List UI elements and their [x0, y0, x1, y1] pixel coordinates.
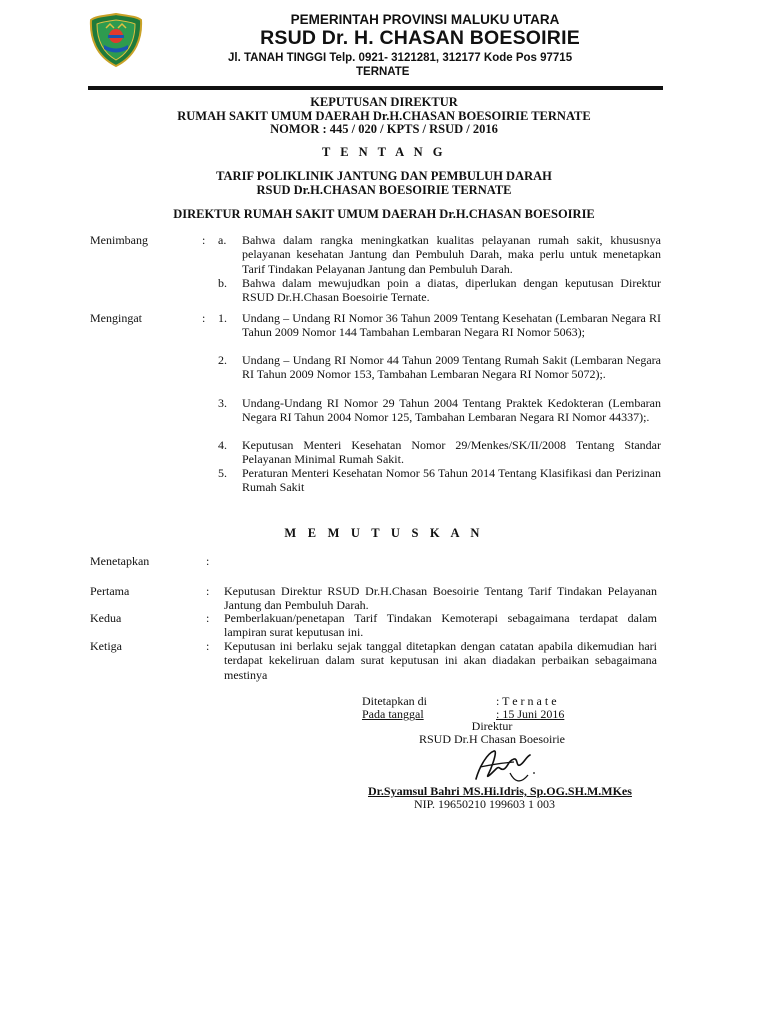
- mengingat-mark-2: 2.: [218, 353, 227, 367]
- mengingat-mark-3: 3.: [218, 396, 227, 410]
- mengingat-mark-1: 1.: [218, 311, 227, 325]
- place-value: : T e r n a t e: [496, 694, 557, 708]
- decree-title-line2: RUMAH SAKIT UMUM DAERAH Dr.H.CHASAN BOESOIRIE TERNATE: [177, 108, 591, 123]
- menimbang-mark-b: b.: [218, 276, 227, 290]
- decree-subject-line2: RSUD Dr.H.CHASAN BOESOIRIE TERNATE: [256, 182, 512, 197]
- signer-name: Dr.Syamsul Bahri MS.Hi.Idris, Sp.OG.SH.M.MKes: [368, 784, 632, 798]
- menetapkan-label: Menetapkan: [90, 554, 150, 568]
- header-city: TERNATE: [356, 66, 410, 78]
- ketiga-colon: :: [206, 639, 210, 653]
- mengingat-text-5: Peraturan Menteri Kesehatan Nomor 56 Tahun 2014 Tentang Klasifikasi dan Perizinan Rumah Sakit: [242, 466, 661, 495]
- header-divider: [88, 86, 663, 90]
- menimbang-colon: :: [202, 233, 206, 247]
- provincial-emblem-icon: [88, 12, 144, 68]
- header-hospital-name: RSUD Dr. H. CHASAN BOESOIRIE: [260, 27, 580, 49]
- pertama-colon: :: [206, 584, 210, 598]
- date-label: Pada tanggal: [362, 707, 424, 721]
- place-label: Ditetapkan di: [362, 694, 427, 708]
- kedua-text: Pemberlakuan/penetapan Tarif Tindakan Kemoterapi sebagaimana terdapat dalam lampiran surat keputusan ini.: [224, 611, 657, 640]
- decree-subject-line1: TARIF POLIKLINIK JANTUNG DAN PEMBULUH DARAH: [216, 169, 552, 183]
- menimbang-mark-a: a.: [218, 233, 227, 247]
- kedua-colon: :: [206, 611, 210, 625]
- signer-nip: NIP. 19650210 199603 1 003: [414, 797, 556, 811]
- date-value: : 15 Juni 2016: [496, 707, 565, 721]
- signer-institution: RSUD Dr.H Chasan Boesoirie: [419, 732, 565, 746]
- header-address: Jl. TANAH TINGGI Telp. 0921- 3121281, 312177 Kode Pos 97715: [228, 52, 573, 64]
- decree-number: NOMOR : 445 / 020 / KPTS / RSUD / 2016: [270, 122, 498, 136]
- mengingat-mark-5: 5.: [218, 466, 227, 480]
- mengingat-text-3: Undang-Undang RI Nomor 29 Tahun 2004 Tentang Praktek Kedokteran (Lembaran Negara RI Tahun 2004 Nomor 125, Tambahan Lembaran Negara RI Nomor 44337);.: [242, 396, 661, 425]
- director-heading: DIREKTUR RUMAH SAKIT UMUM DAERAH Dr.H.CHASAN BOESOIRIE: [173, 207, 595, 221]
- menetapkan-colon: :: [206, 554, 210, 568]
- mengingat-text-2: Undang – Undang RI Nomor 44 Tahun 2009 Tentang Rumah Sakit (Lembaran Negara RI Tahun 2009 Nomor 153, Tambahan Lembaran Negara RI Nomor 5072);.: [242, 353, 661, 382]
- kedua-label: Kedua: [90, 611, 122, 625]
- mengingat-label: Mengingat: [90, 311, 142, 325]
- memutuskan-heading: M E M U T U S K A N: [284, 526, 484, 540]
- signer-title: Direktur: [471, 719, 513, 733]
- decree-subject: [0, 170, 768, 197]
- pertama-text: Keputusan Direktur RSUD Dr.H.Chasan Boesoirie Tentang Tarif Tindakan Pelayanan Jantung dan Pembuluh Darah.: [224, 584, 657, 613]
- pertama-label: Pertama: [90, 584, 130, 598]
- menimbang-text-b: Bahwa dalam mewujudkan poin a diatas, diperlukan dengan keputusan Direktur RSUD Dr.H.Chasan Boesoirie Ternate.: [242, 276, 661, 305]
- handwritten-signature-icon: [470, 745, 540, 787]
- tentang-heading: T E N T A N G: [321, 145, 446, 159]
- header-government: PEMERINTAH PROVINSI MALUKU UTARA: [290, 12, 560, 27]
- mengingat-text-4: Keputusan Menteri Kesehatan Nomor 29/Menkes/SK/II/2008 Tentang Standar Pelayanan Minimal Rumah Sakit.: [242, 438, 661, 467]
- menimbang-label: Menimbang: [90, 233, 148, 247]
- mengingat-mark-4: 4.: [218, 438, 227, 452]
- decree-title-line1: KEPUTUSAN DIREKTUR: [310, 95, 458, 109]
- ketiga-text: Keputusan ini berlaku sejak tanggal ditetapkan dengan catatan apabila dikemudian hari terdapat kekeliruan dalam surat keputusan ini akan diadakan perbaikan sebagaimana mestinya: [224, 639, 657, 682]
- ketiga-label: Ketiga: [90, 639, 122, 653]
- mengingat-text-1: Undang – Undang RI Nomor 36 Tahun 2009 Tentang Kesehatan (Lembaran Negara RI Tahun 2009 Nomor 144 Tambahan Lembaran Negara RI Nomor 5063);: [242, 311, 661, 340]
- decree-title: [0, 96, 768, 137]
- menimbang-text-a: Bahwa dalam rangka meningkatkan kualitas pelayanan rumah sakit, khususnya pelayanan kesehatan Jantung dan Pembuluh Darah, maka perlu untuk menetapkan Tarif Tindakan Pelayanan Jantung dan Pembuluh Darah.: [242, 233, 661, 276]
- mengingat-colon: :: [202, 311, 206, 325]
